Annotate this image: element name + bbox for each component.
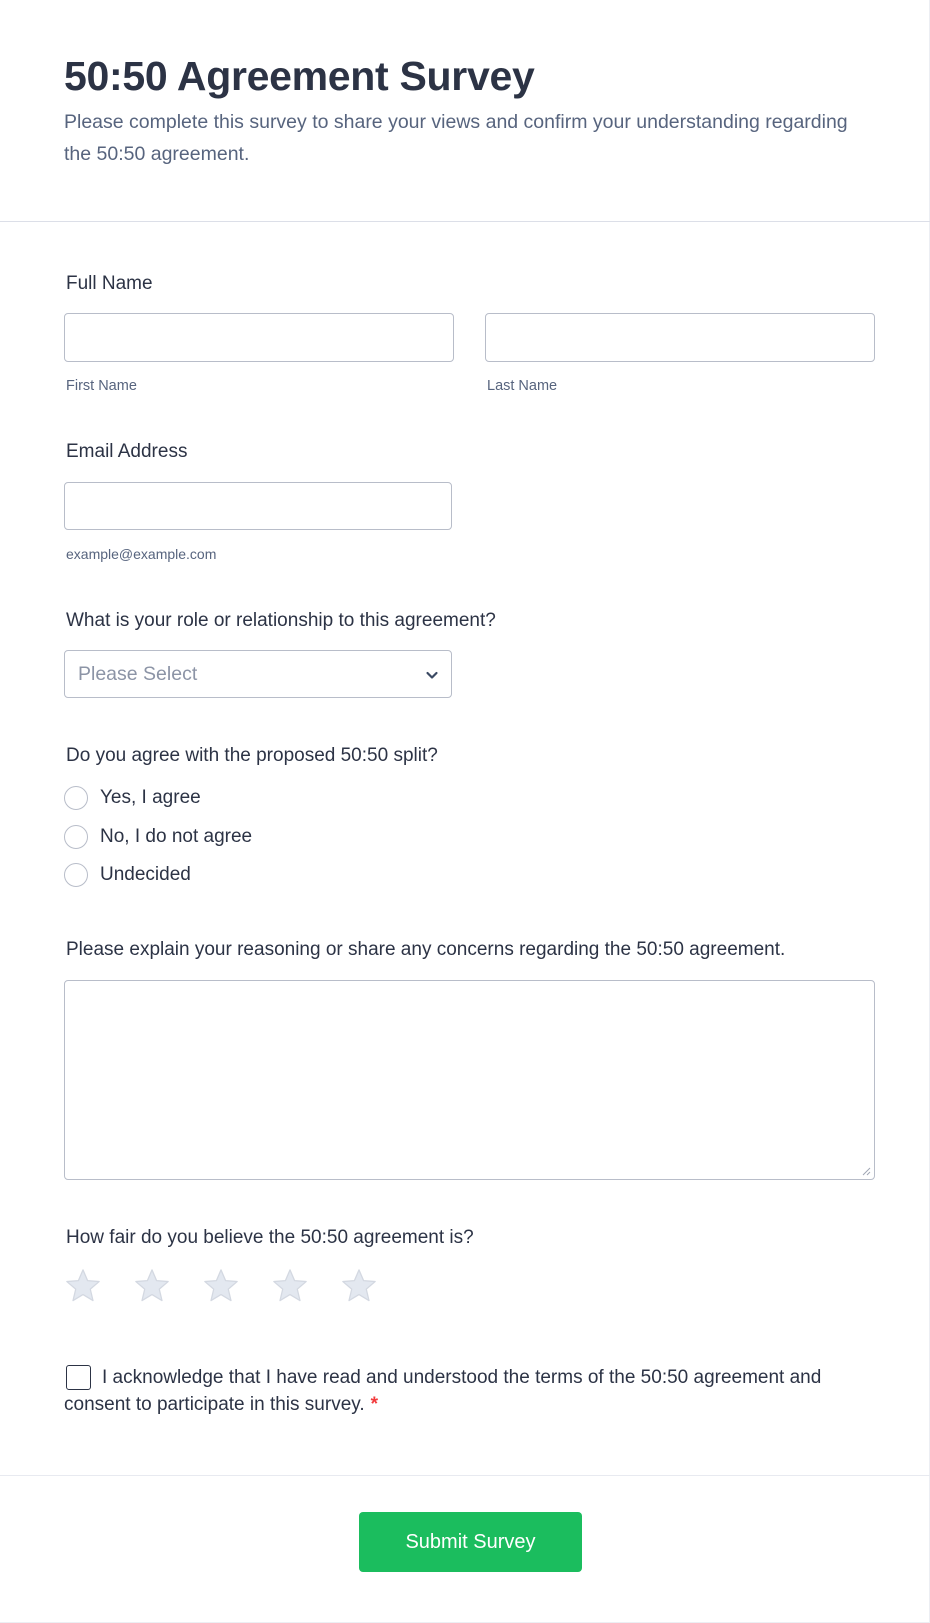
email-hint: example@example.com: [66, 546, 217, 562]
star-icon[interactable]: [64, 1267, 102, 1305]
radio-label: Yes, I agree: [100, 787, 201, 808]
star-icon[interactable]: [340, 1267, 378, 1305]
radio-option-undecided[interactable]: [64, 862, 191, 888]
radio-option-yes[interactable]: [64, 785, 201, 811]
first-name-sublabel: First Name: [66, 378, 137, 394]
submit-survey-button[interactable]: Submit Survey: [359, 1512, 582, 1572]
radio-button[interactable]: [64, 863, 88, 887]
radio-button[interactable]: [64, 786, 88, 810]
last-name-input[interactable]: [485, 313, 875, 362]
explain-label: Please explain your reasoning or share any concerns regarding the 50:50 agreement.: [66, 939, 786, 960]
header-divider: [0, 221, 930, 222]
first-name-input[interactable]: [64, 313, 454, 362]
radio-button[interactable]: [64, 825, 88, 849]
star-icon[interactable]: [202, 1267, 240, 1305]
page-title: 50:50 Agreement Survey: [64, 53, 535, 99]
radio-label: Undecided: [100, 864, 191, 885]
star-icon[interactable]: [133, 1267, 171, 1305]
full-name-label: Full Name: [66, 273, 153, 294]
last-name-sublabel: Last Name: [487, 378, 558, 394]
acknowledge-text: I acknowledge that I have read and understood the terms of the 50:50 agreement and consent to participate in this survey.: [64, 1367, 822, 1415]
fairness-label: How fair do you believe the 50:50 agreement is?: [66, 1227, 474, 1248]
radio-option-no[interactable]: [64, 824, 252, 850]
role-select[interactable]: [64, 650, 452, 698]
required-asterisk: *: [370, 1394, 379, 1415]
agree-label: Do you agree with the proposed 50:50 split?: [66, 745, 438, 766]
radio-label: No, I do not agree: [100, 826, 253, 847]
email-input[interactable]: [64, 482, 452, 530]
chevron-down-icon: [423, 666, 441, 684]
explain-textarea[interactable]: [64, 980, 875, 1180]
footer-divider: [0, 1475, 930, 1476]
email-label: Email Address: [66, 441, 188, 462]
role-select-value: Please Select: [78, 662, 198, 685]
page-subtitle: Please complete this survey to share your views and confirm your understanding regarding the 50:50 agreement.: [64, 111, 848, 165]
resize-handle-icon[interactable]: [861, 1166, 871, 1176]
role-label: What is your role or relationship to this agreement?: [66, 610, 496, 631]
star-icon[interactable]: [271, 1267, 309, 1305]
star-rating[interactable]: [64, 1267, 409, 1305]
acknowledge-label[interactable]: [64, 1364, 824, 1418]
